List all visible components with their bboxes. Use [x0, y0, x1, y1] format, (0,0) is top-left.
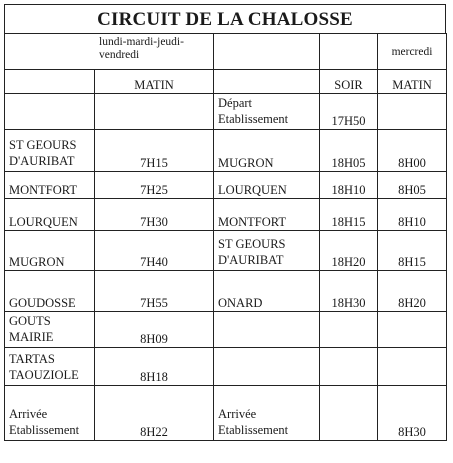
time-morning: 7H25: [95, 172, 214, 199]
stop-morning: LOURQUEN: [5, 199, 95, 231]
time-evening: [320, 348, 378, 386]
stop-evening: MONTFORT: [214, 199, 320, 231]
time-evening: 18H20: [320, 231, 378, 271]
time-wed: 8H05: [378, 172, 447, 199]
time-morning: 7H30: [95, 199, 214, 231]
header-days-row: [5, 34, 447, 70]
stop-morning: GOUTS MAIRIE: [5, 312, 95, 348]
time-wed: [378, 94, 447, 130]
table-row: [5, 199, 447, 231]
time-wed: 8H30: [378, 386, 447, 441]
stop-morning: Arrivée Etablissement: [5, 386, 95, 441]
soir-header: SOIR: [320, 70, 378, 94]
stop-morning: GOUDOSSE: [5, 271, 95, 312]
time-evening: [320, 312, 378, 348]
days-main-label: lundi-mardi-jeudi-vendredi: [5, 34, 214, 70]
header-period-row: [5, 70, 447, 94]
time-morning: 7H40: [95, 231, 214, 271]
page-title: CIRCUIT DE LA CHALOSSE: [4, 4, 446, 34]
stop-evening: MUGRON: [214, 130, 320, 172]
stop-evening: LOURQUEN: [214, 172, 320, 199]
stop-evening: Arrivée Etablissement: [214, 386, 320, 441]
table-row: [5, 312, 447, 348]
stop-evening: ONARD: [214, 271, 320, 312]
table-row: [5, 271, 447, 312]
stop-evening: ST GEOURS D'AURIBAT: [214, 231, 320, 271]
table-row: [5, 386, 447, 441]
time-wed: 8H20: [378, 271, 447, 312]
table-row: [5, 231, 447, 271]
stop-morning: ST GEOURS D'AURIBAT: [5, 130, 95, 172]
time-wed: 8H10: [378, 199, 447, 231]
table-row: [5, 172, 447, 199]
stop-morning: MONTFORT: [5, 172, 95, 199]
time-morning: 7H15: [95, 130, 214, 172]
stop-evening: Départ Etablissement: [214, 94, 320, 130]
time-evening: 18H30: [320, 271, 378, 312]
stop-morning: TARTAS TAOUZIOLE: [5, 348, 95, 386]
table-row: [5, 94, 447, 130]
table-row: [5, 348, 447, 386]
time-wed: 8H15: [378, 231, 447, 271]
stop-morning: [5, 94, 95, 130]
time-evening: 18H10: [320, 172, 378, 199]
table-row: [5, 130, 447, 172]
time-wed: [378, 312, 447, 348]
schedule-table: [4, 33, 447, 441]
stop-evening: [214, 348, 320, 386]
stop-morning: MUGRON: [5, 231, 95, 271]
days-wed-label: mercredi: [378, 34, 447, 70]
time-evening: 17H50: [320, 94, 378, 130]
time-morning: 8H09: [95, 312, 214, 348]
time-evening: 18H05: [320, 130, 378, 172]
time-evening: [320, 386, 378, 441]
time-evening: 18H15: [320, 199, 378, 231]
time-wed: [378, 348, 447, 386]
time-morning: 8H22: [95, 386, 214, 441]
time-morning: 7H55: [95, 271, 214, 312]
stop-evening: [214, 312, 320, 348]
time-wed: 8H00: [378, 130, 447, 172]
matin-wed-header: MATIN: [378, 70, 447, 94]
time-morning: [95, 94, 214, 130]
time-morning: 8H18: [95, 348, 214, 386]
matin-header: MATIN: [95, 70, 214, 94]
